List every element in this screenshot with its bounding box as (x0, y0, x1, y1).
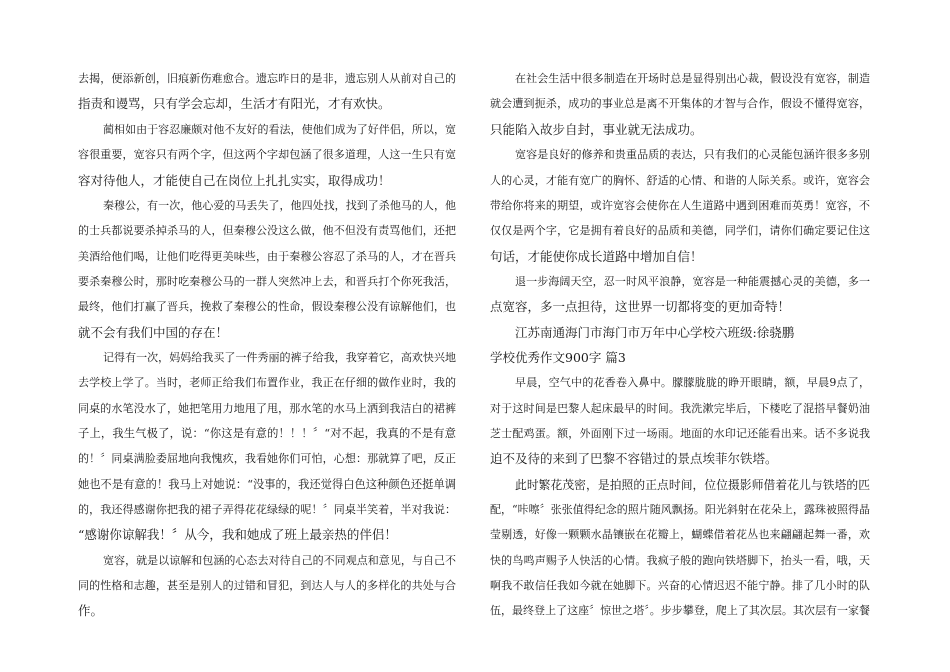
section-heading: 学校优秀作文900字 篇3 (490, 350, 626, 365)
text-line: 芝士配鸡蛋。额，外面刚下过一场雨。地面的水印记还能看出来。话不多说我 (490, 427, 870, 440)
text-line: 迫不及待的来到了巴黎不容错过的景点埃菲尔铁塔。 (490, 451, 778, 466)
text-line: 要杀秦穆公时，那时吃秦穆公马的一群人突然冲上去，和晋兵打个你死我活， (78, 275, 456, 288)
text-line: 的！〞同桌满脸委屈地向我愧疚，我看她你们可怕，心想：那就算了吧，反正 (78, 452, 456, 465)
text-line: 人的心灵，才能有宽广的胸怀、舒适的心情、和谐的人际关系。或许，宽容会 (490, 174, 870, 187)
text-line: 去揭，便添新创，旧痕新伤难愈合。遗忘昨日的是非，遗忘别人从前对自己的 (78, 72, 456, 85)
text-line: 就会遭到扼杀，成功的事业总是离不开集体的才智与合作，假设不懂得宽容， (490, 97, 870, 110)
text-line: 带给你将来的期望，或许宽容会使你在人生道路中遇到困难而英勇！宽容，不 (490, 199, 870, 212)
author-line: 江苏南通海门市海门市万年中心学校六班级:徐骁鹏 (515, 325, 795, 340)
text-line: 只能陷入故步自封，事业就无法成功。 (490, 122, 703, 137)
text-line: 仅仅是两个字，它是拥有着良好的品质和美德，同学们，请你们确定要记住这 (490, 224, 870, 237)
text-line: 的士兵都说要杀掉杀马的人，但秦穆公没这么做，他不但没有责骂他们，还把 (78, 224, 456, 237)
text-line: 宽容，就是以谅解和包涵的心态去对待自己的不同观点和意见，与自己不 (103, 554, 456, 567)
text-line: 退一步海阔天空，忍一时风平浪静，宽容是一种能震撼心灵的美德，多一 (515, 275, 870, 288)
text-line: 蔺相如由于容忍廉颇对他不友好的看法，使他们成为了好伴侣，所以，宽 (103, 123, 456, 136)
text-line: 去学校上学了。当时，老师正给我们布置作业，我正在仔细的做作业时，我的 (78, 376, 456, 389)
text-line: 记得有一次，妈妈给我买了一件秀丽的裤子给我，我穿着它，高欢快兴地 (103, 351, 456, 364)
text-line: 伍，最终登上了这座〞惊世之塔〞。步步攀登，爬上了其次层。其次层有一家餐 (490, 604, 870, 617)
text-line: 句话，才能使你成长道路中增加自信！ (490, 249, 703, 264)
text-line: 她也不是有意的！我马上对她说：“没事的，我还觉得白色这种颜色还挺单调 (78, 478, 456, 491)
text-line: 在社会生活中很多制造在开场时总是显得别出心裁，假设没有宽容，制造 (515, 72, 870, 85)
text-line: 早晨，空气中的花香卷入鼻中。朦朦胧胧的睁开眼睛，额，早晨9点了， (515, 376, 870, 389)
text-line: “感谢你谅解我！〞从今，我和她成了班上最亲热的伴侣！ (78, 527, 397, 542)
text-line: 莹剔透，好像一颗颗水晶镶嵌在花瓣上，蝴蝶借着花丛也来翩翩起舞一番，欢 (490, 528, 870, 541)
text-line: 快的鸟鸣声赐予人快活的心情。我疯子般的跑向铁塔脚下，抬头一看，哦，天 (490, 554, 870, 567)
text-line: 宽容是良好的修养和贵重品质的表达，只有我们的心灵能包涵许很多多别 (515, 148, 870, 161)
text-line: 点宽容，多一点担待，这世界一切都将变的更加奇特！ (490, 299, 791, 314)
text-line: 最终，他们打赢了晋兵，挽救了秦穆公的性命，假设秦穆公没有谅解他们，也 (78, 300, 456, 313)
text-line: 美酒给他们喝，让他们吃得更美味些，由于秦穆公容忍了杀马的人，才在晋兵 (78, 250, 456, 263)
text-line: 啊我不敢信任我如今就在她脚下。兴奋的心情迟迟不能宁静。排了几小时的队 (490, 579, 870, 592)
text-line: 就不会有我们中国的存在！ (78, 325, 229, 340)
text-line: 的，我还得感谢你把我的裙子弄得花花绿绿的呢！〞同桌半笑着，半对我说： (78, 503, 456, 516)
text-line: 秦穆公，有一次，他心爱的马丢失了，他四处找，找到了杀他马的人，他 (103, 199, 456, 212)
text-line: 作。 (78, 603, 104, 618)
text-line: 配，“咔嚓〞张张值得纪念的照片随风飘扬。阳光斜射在花朵上，露珠被照得晶 (490, 503, 870, 516)
text-line: 同的性格和志趣，甚至是别人的过错和冒犯，到达人与人的多样化的共处与合 (78, 579, 456, 592)
text-line: 容很重要，宽容只有两个字，但这两个字却包涵了很多道理，人这一生只有宽 (78, 148, 456, 161)
text-line: 指责和谩骂，只有学会忘却，生活才有阳光，才有欢快。 (78, 96, 391, 111)
text-line: 子上，我生气极了，说：“你这是有意的！！！〞“对不起，我真的不是有意 (78, 427, 456, 440)
text-line: 同桌的水笔没水了，她把笔用力地甩了甩，那水笔的水马上洒到我洁白的裙裤 (78, 402, 456, 415)
text-line: 此时繁花茂密，是拍照的正点时间，位位摄影师借着花儿与铁塔的匹 (515, 478, 870, 492)
text-line: 对于这时间是巴黎人起床最早的时间。我洗漱完毕后，下楼吃了混搭早餐奶油 (490, 402, 870, 415)
text-line: 容对待他人，才能使自己在岗位上扎扎实实，取得成功！ (78, 173, 391, 188)
